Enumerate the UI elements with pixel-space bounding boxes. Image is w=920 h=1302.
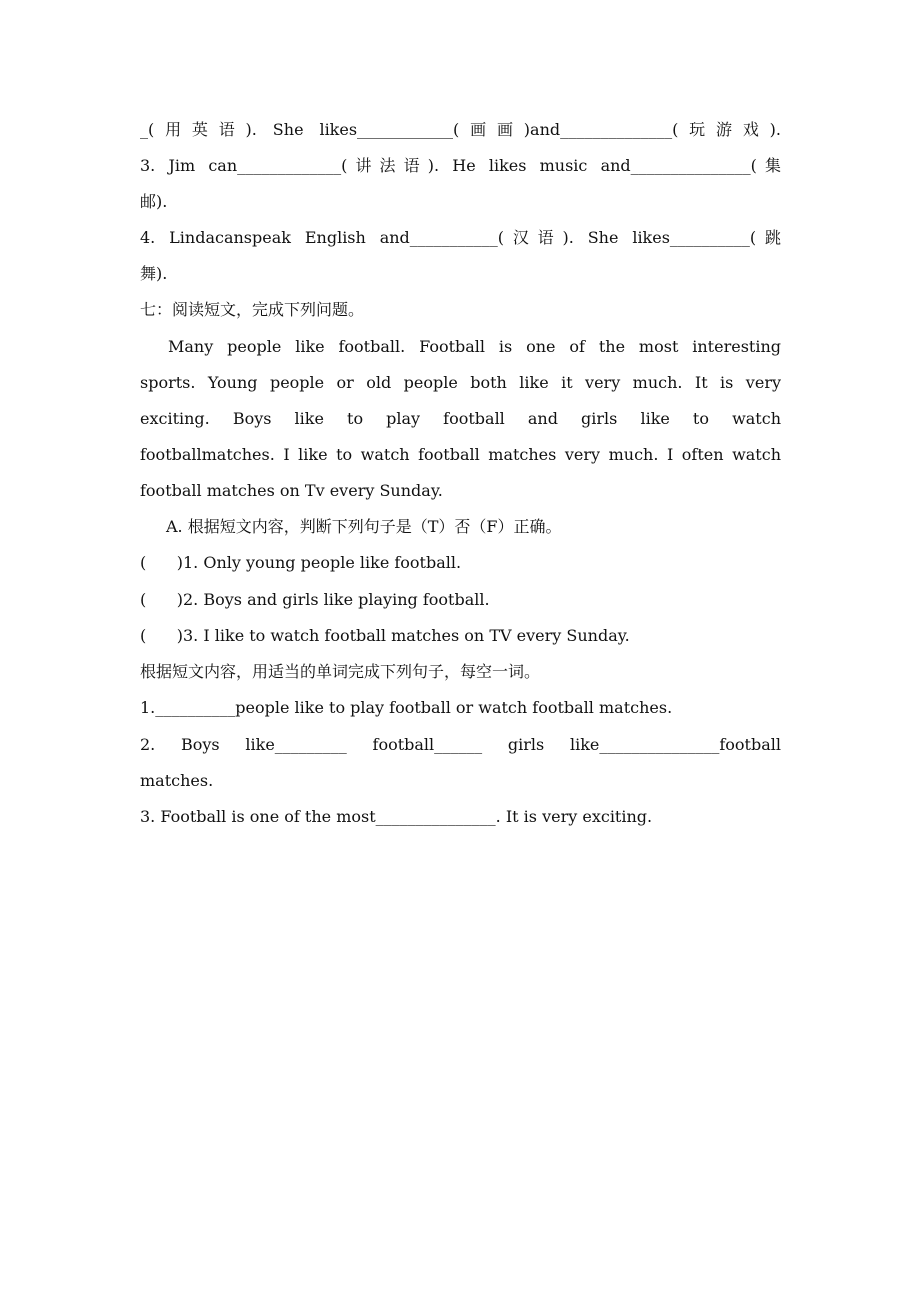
exercise-3-cont: 邮). xyxy=(140,192,168,211)
fill-question-2: 2. Boys like_________ football______ girls like_______________football xyxy=(140,735,781,754)
passage-line: Many people like football. Football is one of the most interesting xyxy=(168,337,781,356)
fill-question-2-cont: matches. xyxy=(140,771,214,790)
passage-line: exciting. Boys like to play football and girls like to watch xyxy=(140,409,781,428)
passage-line: sports. Young people or old people both like it very much. It is very xyxy=(140,373,781,392)
fill-question-3: 3. Football is one of the most_______________. It is very exciting. xyxy=(140,807,653,826)
passage-line: football matches on Tv every Sunday. xyxy=(140,481,443,500)
section-7-heading: 七：阅读短文，完成下列问题。 xyxy=(140,300,365,319)
exercise-line: _(用英语). She likes____________(画画)and______________(玩游戏). xyxy=(140,120,781,139)
fill-question-1: 1.__________people like to play football or watch football matches. xyxy=(140,698,673,717)
passage-line: footballmatches. I like to watch football matches very much. I often watch xyxy=(140,445,781,464)
part-a-instruction: A. 根据短文内容，判断下列句子是（T）否（F）正确。 xyxy=(166,517,562,536)
exercise-3-line: 3. Jim can_____________(讲法语). He likes music and_______________(集 xyxy=(140,156,781,175)
part-b-instruction: 根据短文内容，用适当的单词完成下列句子，每空一词。 xyxy=(140,662,541,681)
tf-question-1: ( )1. Only young people like football. xyxy=(140,553,462,572)
exercise-4-cont: 舞). xyxy=(140,264,168,283)
tf-question-3: ( )3. I like to watch football matches on TV every Sunday. xyxy=(140,626,630,645)
exercise-4-line: 4. Lindacanspeak English and___________(汉语). She likes__________(跳 xyxy=(140,228,781,247)
tf-question-2: ( )2. Boys and girls like playing football. xyxy=(140,590,490,609)
